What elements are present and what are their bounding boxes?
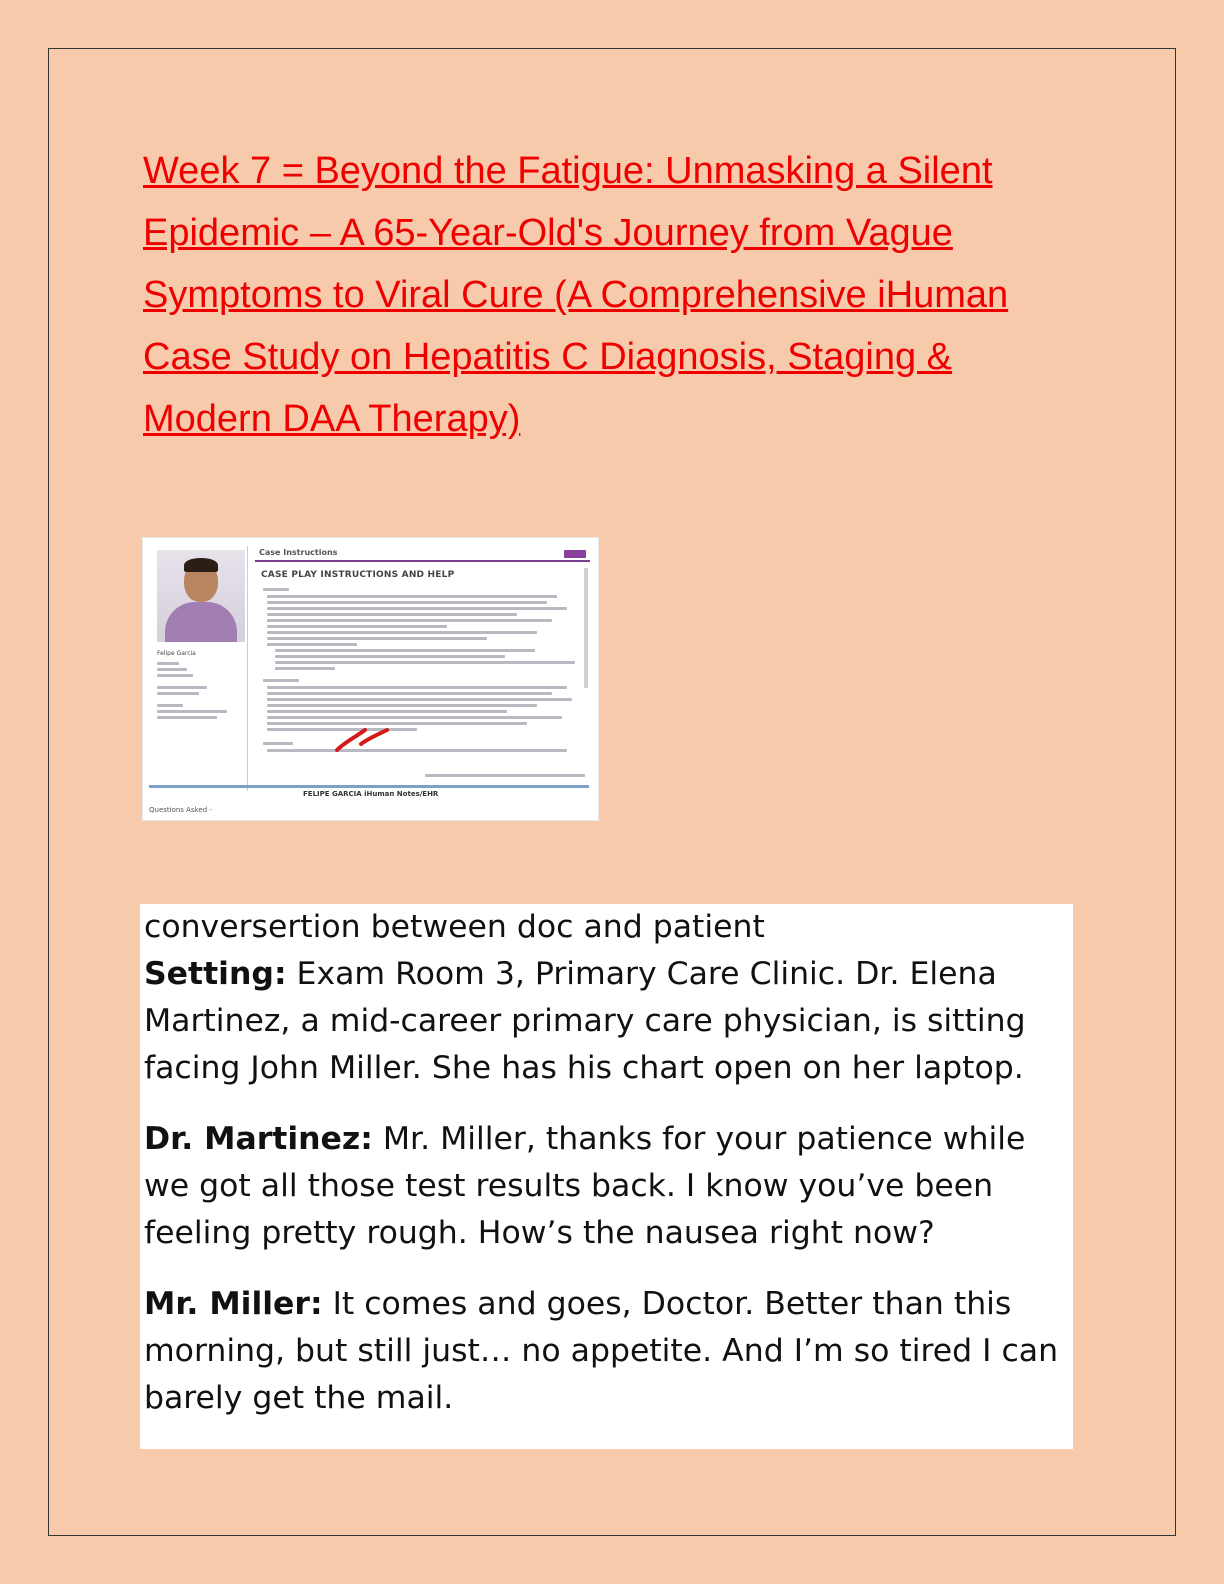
setting-text: Exam Room 3, Primary Care Clinic. Dr. Elena Martinez, a mid-career primary care physician, is sitting facing John Miller. She has his chart open on her laptop. (144, 956, 1026, 1086)
questions-label: Questions Asked - (149, 806, 212, 814)
patient-name: Felipe Garcia (157, 650, 196, 657)
scrollbar (584, 568, 588, 688)
patient-photo (157, 550, 245, 642)
ehr-caption: FELIPE GARCIA iHuman Notes/EHR (303, 790, 439, 798)
doctor-text: Mr. Miller, thanks for your patience while we got all those test results back. I know you’ve been feeling pretty rough. How’s the nausea right now? (144, 1121, 1026, 1251)
doctor-label: Dr. Martinez: (144, 1121, 373, 1157)
patient-paragraph (140, 1281, 1073, 1422)
ehr-divider (149, 785, 589, 788)
patient-text: It comes and goes, Doctor. Better than this morning, but still just… no appetite. And I’m so tired I can barely get the mail. (144, 1286, 1059, 1416)
dialogue-box (140, 904, 1073, 1449)
setting-paragraph (140, 951, 1073, 1092)
patient-sidebar (149, 546, 248, 791)
document-title-link[interactable]: Week 7 = Beyond the Fatigue: Unmasking a Silent Epidemic – A 65-Year-Old's Journey from Vague Symptoms to Viral Cure (A Comprehensive iHuman Case Study on Hepatitis C Diagnosis, Staging & Modern DAA Therapy) (143, 150, 1009, 440)
setting-label: Setting: (144, 956, 287, 992)
instructions-heading: CASE PLAY INSTRUCTIONS AND HELP (261, 570, 455, 580)
ihuman-case-screenshot (143, 538, 598, 820)
instructions-panel (255, 546, 590, 791)
dialogue-intro: conversertion between doc and patient (144, 909, 765, 945)
close-button (564, 550, 586, 558)
panel-title: Case Instructions (259, 548, 338, 557)
doctor-paragraph (140, 1116, 1073, 1257)
red-checkmark-annotation (335, 724, 407, 754)
patient-label: Mr. Miller: (144, 1286, 323, 1322)
